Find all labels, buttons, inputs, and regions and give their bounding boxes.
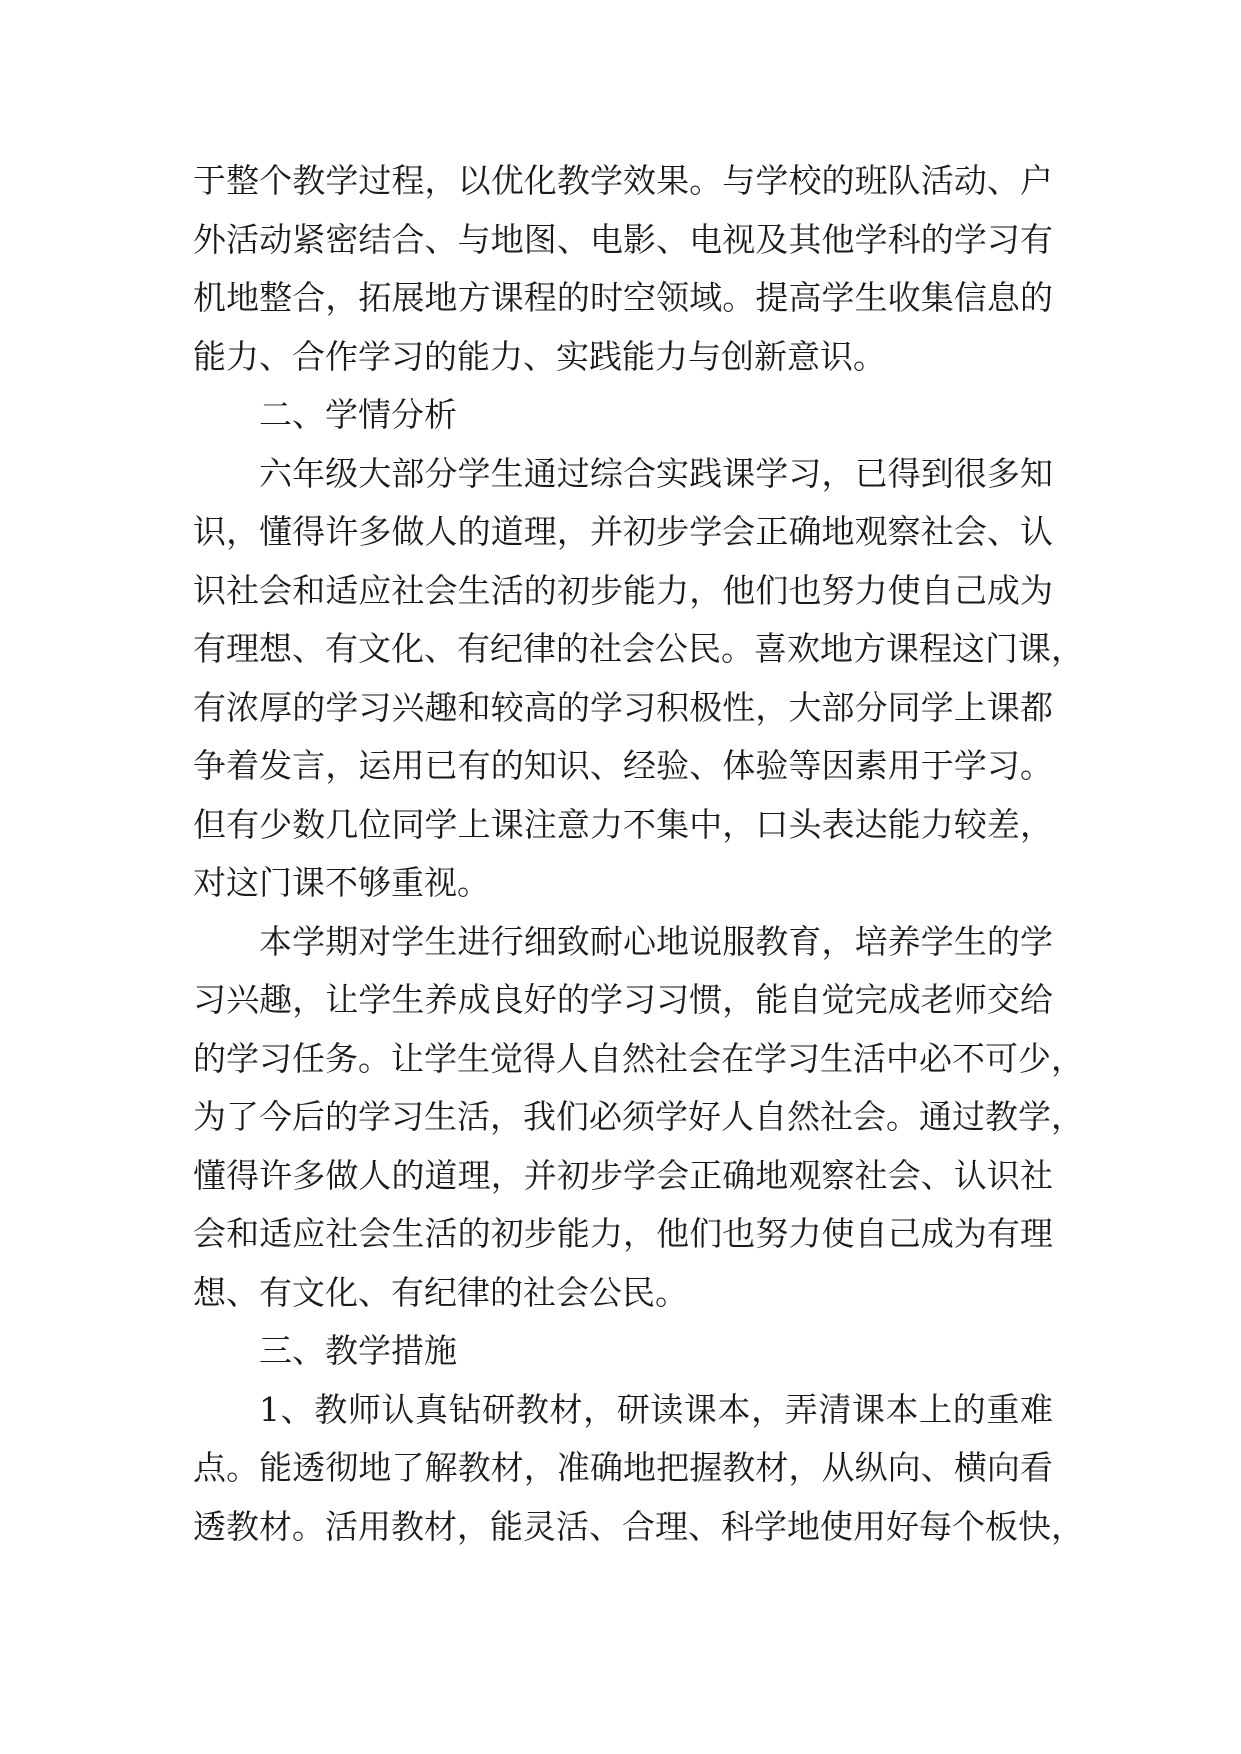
paragraph-line: 会和适应社会生活的初步能力，他们也努力使自己成为有理 [193, 1214, 1053, 1253]
paragraph-line: 懂得许多做人的道理，并初步学会正确地观察社会、认识社 [193, 1155, 1053, 1195]
paragraph-line: 为了今后的学习生活，我们必须学好人自然社会。通过教学， [193, 1097, 1084, 1136]
paragraph-line: 外活动紧密结合、与地图、电影、电视及其他学科的学习有 [193, 219, 1053, 259]
paragraph-line: 本学期对学生进行细致耐心地说服教育，培养学生的学 [259, 921, 1053, 961]
document-page [193, 152, 1084, 1556]
paragraph-line: 透教材。活用教材，能灵活、合理、科学地使用好每个板快， [193, 1506, 1084, 1546]
paragraph-line: 识社会和适应社会生活的初步能力，他们也努力使自己成为 [193, 570, 1053, 610]
paragraph-line: 机地整合，拓展地方课程的时空领域。提高学生收集信息的 [193, 278, 1053, 317]
paragraph-line: 争着发言，运用已有的知识、经验、体验等因素用于学习。 [193, 746, 1053, 785]
paragraph-line: 习兴趣，让学生养成良好的学习习惯，能自觉完成老师交给 [193, 980, 1053, 1019]
paragraph-line: 想、有文化、有纪律的社会公民。 [193, 1272, 688, 1312]
paragraph-line: 1、教师认真钻研教材，研读课本，弄清课本上的重难 [259, 1389, 1053, 1429]
paragraph-line: 的学习任务。让学生觉得人自然社会在学习生活中必不可少， [193, 1038, 1084, 1078]
paragraph-line: 对这门课不够重视。 [193, 863, 490, 902]
section-heading-teaching-measures: 三、教学措施 [259, 1331, 457, 1370]
paragraph-line: 六年级大部分学生通过综合实践课学习，已得到很多知 [259, 453, 1053, 493]
paragraph-line: 识，懂得许多做人的道理，并初步学会正确地观察社会、认 [193, 512, 1053, 551]
paragraph-line: 有理想、有文化、有纪律的社会公民。喜欢地方课程这门课， [193, 629, 1084, 668]
paragraph-line: 有浓厚的学习兴趣和较高的学习积极性，大部分同学上课都 [193, 687, 1053, 727]
paragraph-line: 点。能透彻地了解教材，准确地把握教材，从纵向、横向看 [193, 1448, 1053, 1487]
section-heading-student-analysis: 二、学情分析 [259, 395, 457, 434]
paragraph-line: 但有少数几位同学上课注意力不集中，口头表达能力较差， [193, 804, 1053, 844]
paragraph-line: 于整个教学过程，以优化教学效果。与学校的班队活动、户 [193, 161, 1053, 200]
paragraph-line: 能力、合作学习的能力、实践能力与创新意识。 [193, 336, 886, 376]
